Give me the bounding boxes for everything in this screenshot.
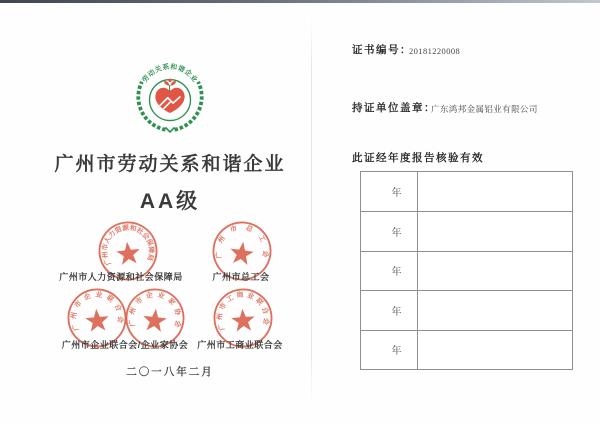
cert-number-label: 证书编号： [352,44,412,56]
sprout-stem [169,85,170,92]
star-icon [231,308,256,332]
table-row [361,290,572,329]
wreath-bottom-chevron [165,127,174,132]
certificate-title: 广州市劳动关系和谐企业 [54,154,286,175]
year-cell: 年 [361,252,418,290]
harmony-enterprise-emblem [132,59,208,135]
table-row [361,172,572,211]
star-icon [115,241,141,266]
seal-caption-enterprise-associations: 广州市企业联合会/企业家协会 [61,340,189,350]
holder-company-name: 广东鸿邦金属铝业有限公司 [431,104,538,114]
record-cell [418,252,572,290]
seal-caption-industry-commerce: 广州市工商业联合会 [197,340,283,350]
annual-verification-table [360,171,573,370]
year-cell: 年 [361,291,418,329]
certificate-grade: AA级 [139,190,201,213]
scan-top-edge [0,0,600,3]
record-cell [418,212,572,250]
seal-arc-text: 广州市企业家协会 [128,291,182,332]
sprout-flower [168,79,171,82]
cert-number-value: 20181220008 [409,46,461,56]
seal-caption-trade-unions: 广州市总工会 [212,272,270,282]
seal-arc-text: 广州市总工会 [215,223,270,266]
seal-arc-text: 广州市企业联合会 [70,291,124,332]
record-cell [418,331,572,369]
seal-arc-text: 广州市工商业联合会 [216,291,270,332]
holder-seal-label: 持证单位盖章： [352,102,436,114]
record-cell [418,172,572,211]
record-cell [418,291,572,329]
table-row [361,211,572,250]
seal-caption-hr-bureau: 广州市人力资源和社会保障局 [59,272,183,282]
emblem-arc-text: 劳动关系和谐企业 [141,63,199,85]
year-cell: 年 [361,212,418,250]
star-icon [229,240,255,266]
star-icon [84,308,109,332]
star-icon [142,308,168,333]
table-row [361,251,572,290]
year-cell: 年 [361,172,418,211]
seal-arc-text: 广州市人力资源和社会保障局 [101,224,155,267]
year-cell: 年 [361,331,418,369]
table-row [361,330,572,369]
annual-verification-note: 此证经年度报告核验有效 [352,152,484,164]
issue-date: 二〇一八年二月 [126,366,214,378]
